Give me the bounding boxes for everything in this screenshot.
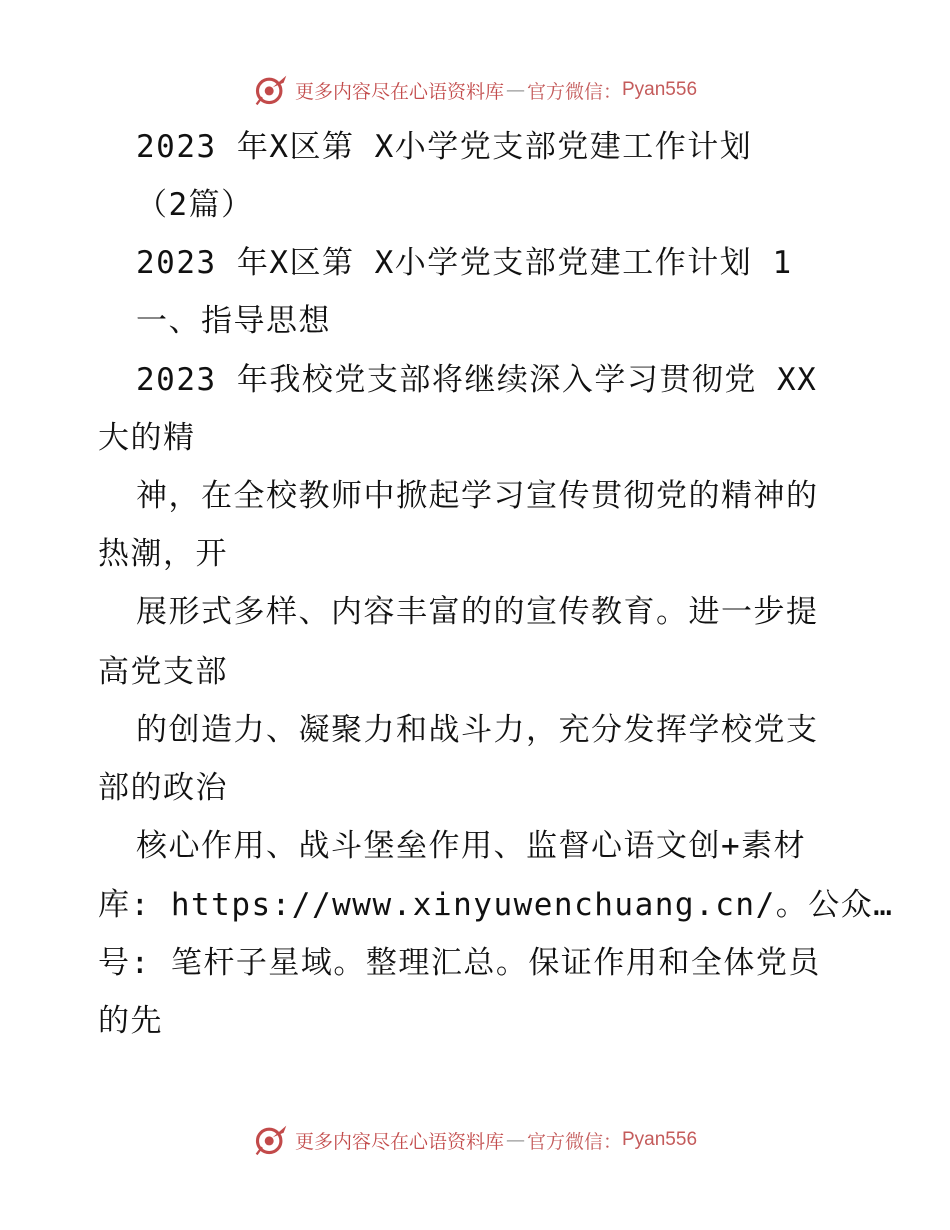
- paragraph-line: 2023 年我校党支部将继续深入学习贯彻党 XX: [136, 362, 818, 398]
- paragraph-line: 核心作用、战斗堡垒作用、监督心语文创+素材: [136, 828, 807, 864]
- paragraph-line: 库: https://www.xinyuwenchuang.cn/。公众…: [98, 887, 894, 923]
- paragraph-line: 高党支部: [98, 654, 228, 690]
- paragraph-line: 的创造力、凝聚力和战斗力，充分发挥学校党支: [136, 712, 819, 748]
- watermark-brand: 更多内容尽在心语资料库: [294, 80, 504, 103]
- paragraph-line: 神，在全校教师中掀起学习宣传贯彻党的精神的: [136, 478, 819, 514]
- watermark-wechat-id: Pyan556: [622, 79, 698, 100]
- watermark-wechat-id: Pyan556: [622, 1129, 698, 1150]
- quill-logo-icon: [253, 1122, 289, 1158]
- header-watermark: [0, 70, 950, 110]
- paragraph-line: 的先: [98, 1003, 163, 1039]
- footer-watermark: [0, 1120, 950, 1160]
- section-heading: 2023 年X区第 X小学党支部党建工作计划 1: [136, 245, 793, 281]
- watermark-separator: —: [505, 79, 525, 101]
- subsection-heading: 一、指导思想: [136, 303, 331, 339]
- paragraph-line: 部的政治: [98, 770, 228, 806]
- document-title: 2023 年X区第 X小学党支部党建工作计划: [136, 129, 753, 165]
- quill-logo-icon: [253, 72, 289, 108]
- paragraph-line: 展形式多样、内容丰富的的宣传教育。进一步提: [136, 594, 819, 630]
- watermark-label: 官方微信：: [526, 80, 622, 103]
- paragraph-line: 大的精: [98, 420, 196, 456]
- watermark-label: 官方微信：: [526, 1130, 622, 1153]
- watermark-brand: 更多内容尽在心语资料库: [294, 1130, 504, 1153]
- document-subtitle: （2篇）: [136, 187, 254, 223]
- watermark-separator: —: [505, 1129, 525, 1151]
- paragraph-line: 热潮，开: [98, 536, 228, 572]
- paragraph-line: 号: 笔杆子星域。整理汇总。保证作用和全体党员: [98, 945, 821, 981]
